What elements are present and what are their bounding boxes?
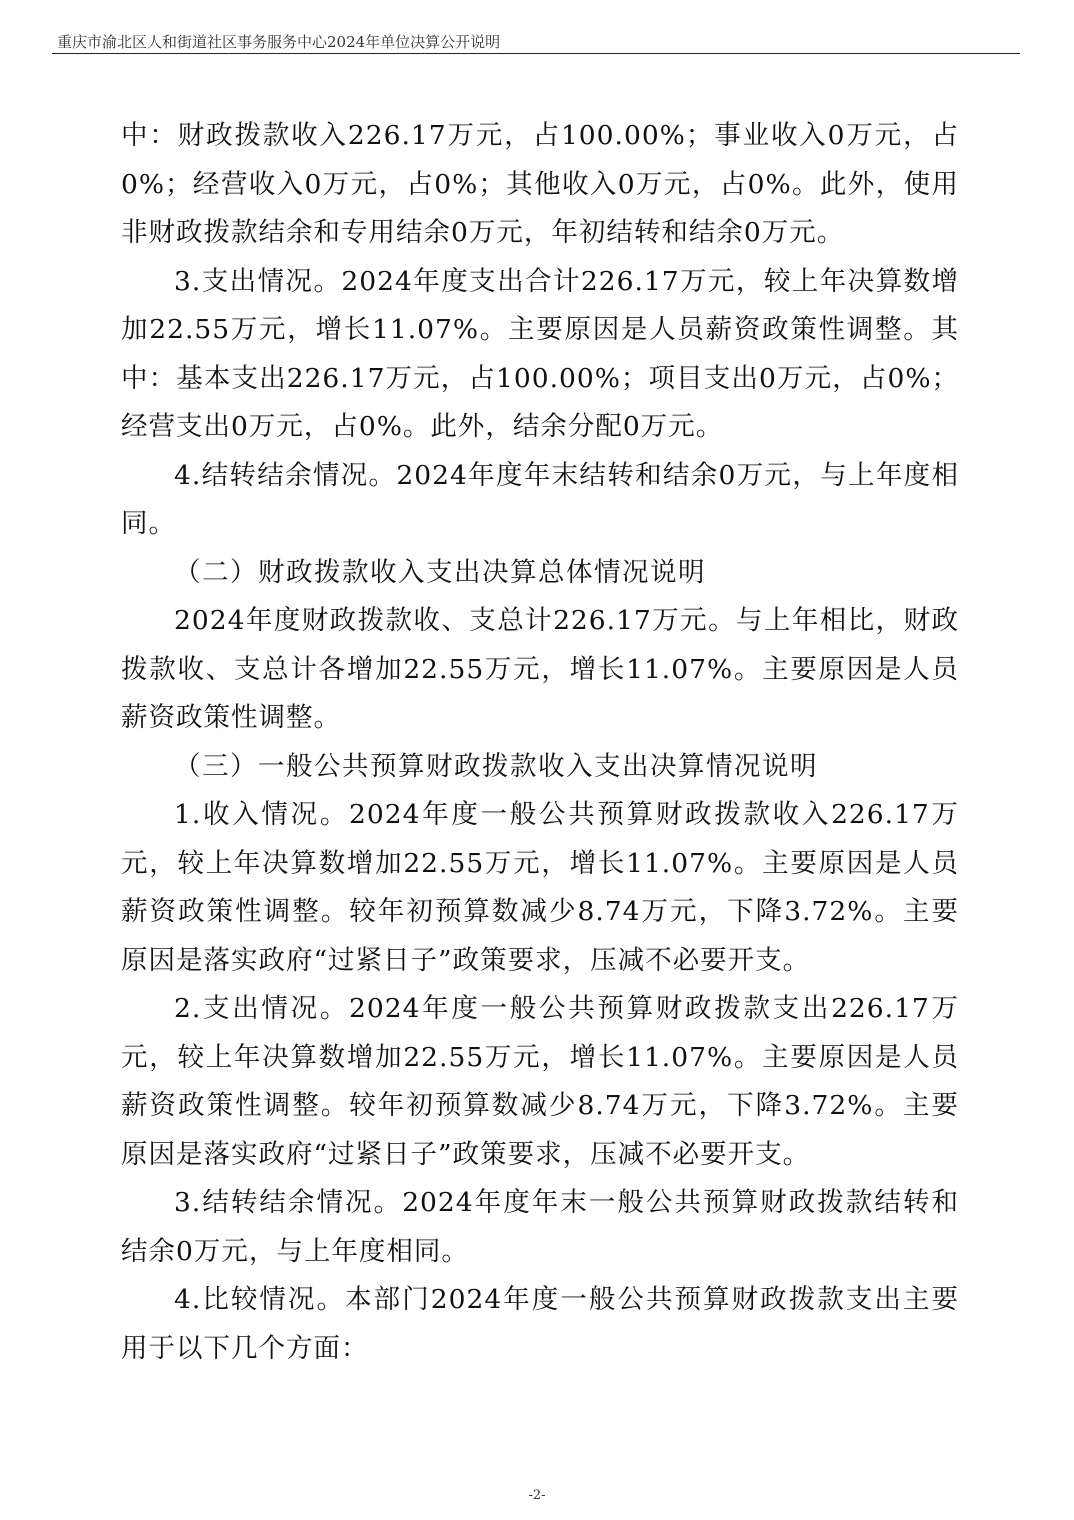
paragraph-gpb-carryover: 3.结转结余情况。2024年度年末一般公共预算财政拨款结转和结余0万元，与上年度相同。 [121,1187,959,1267]
header-divider [52,53,1020,54]
document-header-title: 重庆市渝北区人和街道社区事务服务中心2024年单位决算公开说明 [57,33,501,51]
document-body [121,112,959,1373]
page-number: -2- [528,1488,546,1503]
section-heading-general-public-budget: （三）一般公共预算财政拨款收入支出决算情况说明 [174,750,818,782]
paragraph-fiscal-overall: 2024年度财政拨款收、支总计226.17万元。与上年相比，财政拨款收、支总计各增加22.55万元，增长11.07%。主要原因是人员薪资政策性调整。 [121,605,959,733]
section-heading-fiscal-overall: （二）财政拨款收入支出决算总体情况说明 [174,556,706,588]
paragraph-income-breakdown-continued: 中：财政拨款收入226.17万元，占100.00%；事业收入0万元，占0%；经营收入0万元，占0%；其他收入0万元，占0%。此外，使用非财政拨款结余和专用结余0万元，年初结转和结余0万元。 [121,120,959,248]
paragraph-gpb-comparison: 4.比较情况。本部门2024年度一般公共预算财政拨款支出主要用于以下几个方面： [121,1284,959,1364]
paragraph-gpb-income: 1.收入情况。2024年度一般公共预算财政拨款收入226.17万元，较上年决算数增加22.55万元，增长11.07%。主要原因是人员薪资政策性调整。较年初预算数减少8.74万元，下降3.72%。主要原因是落实政府“过紧日子”政策要求，压减不必要开支。 [121,799,959,976]
paragraph-expenditure: 3.支出情况。2024年度支出合计226.17万元，较上年决算数增加22.55万元，增长11.07%。主要原因是人员薪资政策性调整。其中：基本支出226.17万元，占100.00%；项目支出0万元，占0%；经营支出0万元，占0%。此外，结余分配0万元。 [121,265,959,442]
paragraph-carryover-balance: 4.结转结余情况。2024年度年末结转和结余0万元，与上年度相同。 [121,459,959,539]
paragraph-gpb-expenditure: 2.支出情况。2024年度一般公共预算财政拨款支出226.17万元，较上年决算数增加22.55万元，增长11.07%。主要原因是人员薪资政策性调整。较年初预算数减少8.74万元，下降3.72%。主要原因是落实政府“过紧日子”政策要求，压减不必要开支。 [121,993,959,1170]
